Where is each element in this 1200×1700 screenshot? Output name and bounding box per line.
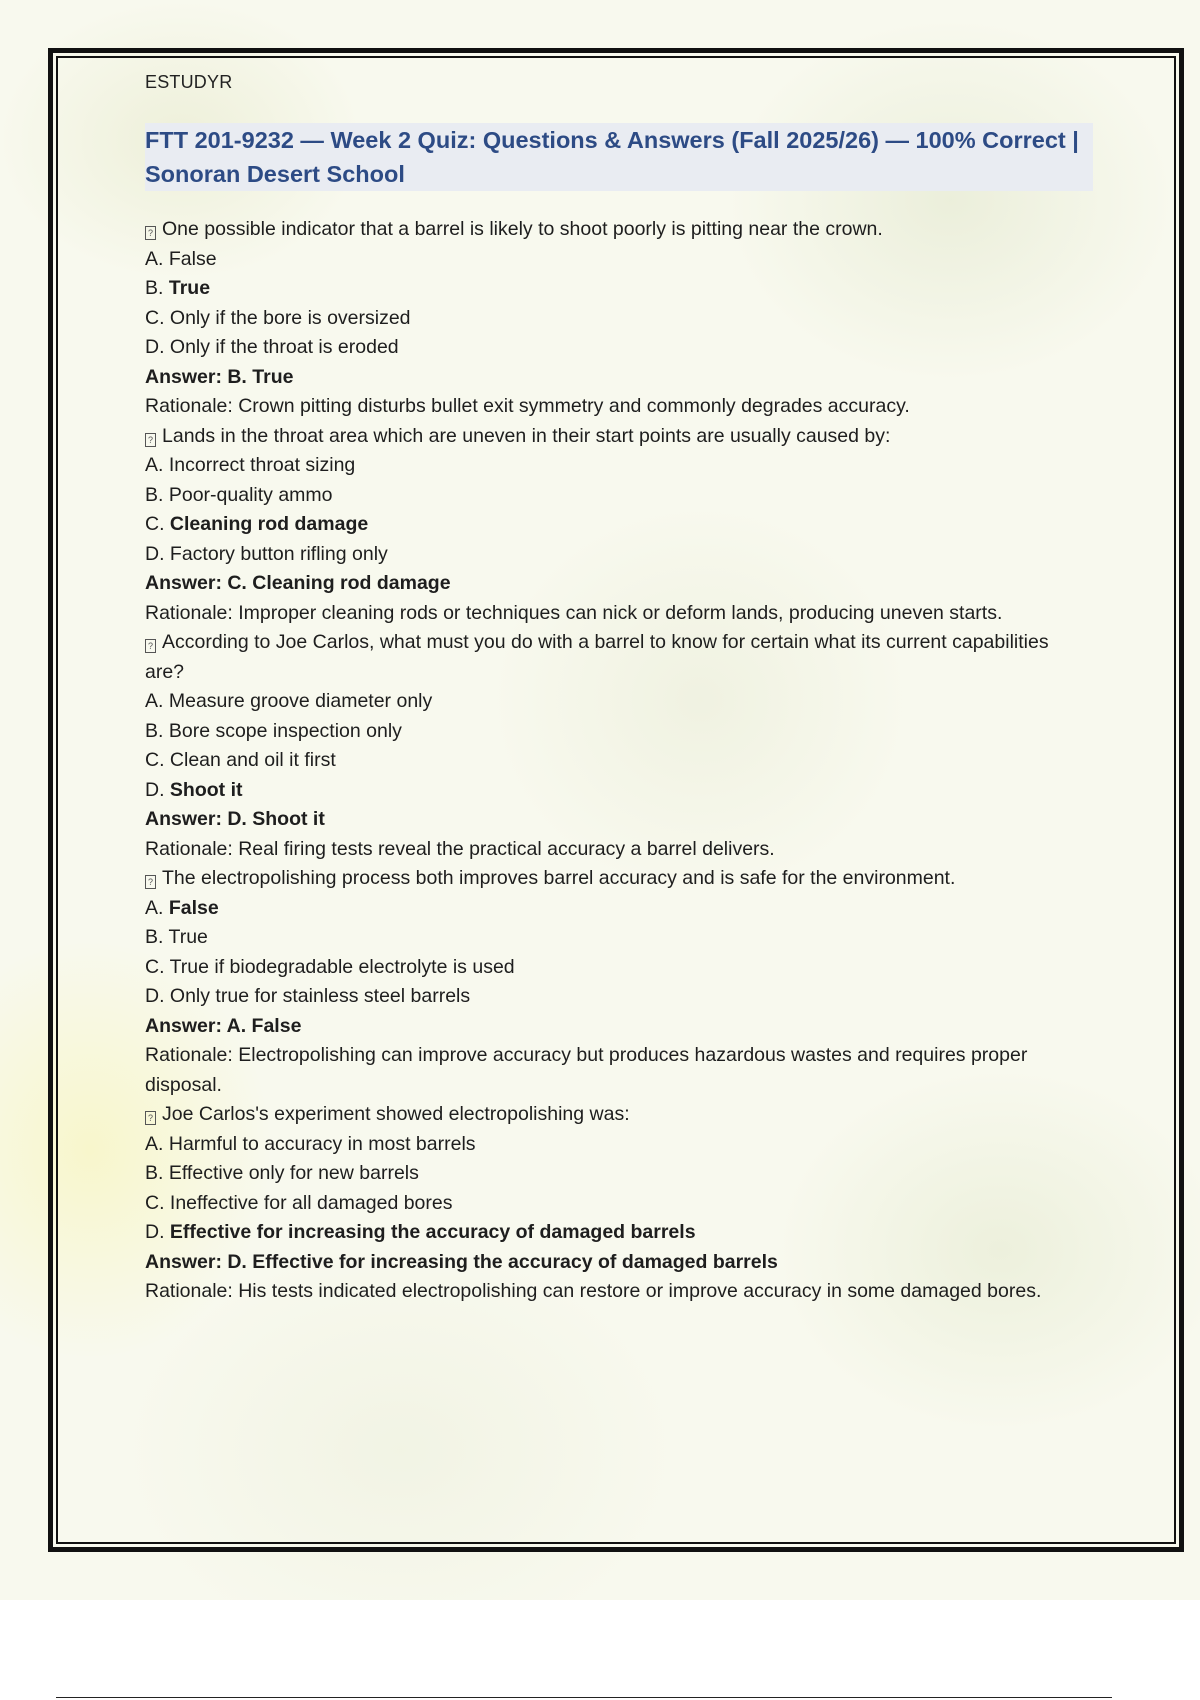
answer-option xyxy=(145,304,1093,334)
document-title: FTT 201-9232 — Week 2 Quiz: Questions & Answers (Fall 2025/26) — 100% Correct | Sonoran Desert School xyxy=(145,123,1093,191)
question-marker-icon: ? xyxy=(145,1111,156,1125)
brand-header: ESTUDYR xyxy=(145,72,233,92)
question-marker-icon: ? xyxy=(145,433,156,447)
question-block xyxy=(145,628,1093,864)
question-list xyxy=(145,215,1093,1307)
answer-option xyxy=(145,953,1093,983)
rationale-text: Rationale: Improper cleaning rods or techniques can nick or deform lands, producing uneven starts. xyxy=(145,601,1003,624)
option-text: Effective for increasing the accuracy of damaged barrels xyxy=(169,1221,696,1243)
footer-rule xyxy=(56,1697,1112,1698)
answer-option xyxy=(145,245,1093,275)
option-text: True xyxy=(168,277,211,299)
answer-option xyxy=(145,451,1093,481)
option-text: Only true for stainless steel barrels xyxy=(169,985,471,1007)
option-letter: D. xyxy=(145,1221,165,1243)
answer-option xyxy=(145,1130,1093,1160)
document-content xyxy=(145,72,1093,1307)
option-text: Incorrect throat sizing xyxy=(168,454,356,476)
option-letter: A. xyxy=(145,1132,164,1155)
question-text-content: Lands in the throat area which are uneven in their start points are usually caused by: xyxy=(162,424,891,447)
option-letter: A. xyxy=(145,454,164,476)
answer-option xyxy=(145,1159,1093,1189)
option-letter: C. xyxy=(145,955,165,978)
answer-option xyxy=(145,333,1093,363)
option-letter: D. xyxy=(145,542,165,565)
question-text xyxy=(145,422,1093,452)
option-text: False xyxy=(168,896,219,919)
question-text-content: Joe Carlos's experiment showed electropolishing was: xyxy=(162,1103,630,1125)
option-letter: B. xyxy=(145,926,164,948)
option-letter: C. xyxy=(145,749,165,771)
question-text xyxy=(145,628,1093,687)
option-letter: A. xyxy=(145,896,164,919)
answer-option xyxy=(145,894,1093,924)
question-text-content: According to Joe Carlos, what must you do with a barrel to know for certain what its current capabilities are? xyxy=(145,631,1054,683)
option-text: Only if the bore is oversized xyxy=(169,306,411,329)
option-letter: B. xyxy=(145,719,164,742)
question-text-content: The electropolishing process both improves barrel accuracy and is safe for the environment. xyxy=(162,867,956,889)
answer-option xyxy=(145,923,1093,953)
option-letter: C. xyxy=(145,306,165,329)
option-text: False xyxy=(168,247,217,270)
answer-key: Answer: C. Cleaning rod damage xyxy=(145,572,451,594)
answer-key: Answer: D. Shoot it xyxy=(145,808,325,830)
option-text: Only if the throat is eroded xyxy=(169,336,399,358)
option-letter: C. xyxy=(145,1191,165,1214)
option-text: True if biodegradable electrolyte is used xyxy=(169,955,515,978)
option-letter: D. xyxy=(145,336,165,358)
option-letter: B. xyxy=(145,483,164,506)
option-text: Ineffective for all damaged bores xyxy=(169,1191,453,1214)
option-letter: A. xyxy=(145,690,164,712)
question-text xyxy=(145,864,1093,894)
option-letter: A. xyxy=(145,247,164,270)
option-text: Measure groove diameter only xyxy=(168,690,433,712)
rationale-text: Rationale: His tests indicated electropolishing can restore or improve accuracy in some damaged bores. xyxy=(145,1280,1042,1302)
option-text: True xyxy=(168,926,208,948)
answer-key: Answer: D. Effective for increasing the accuracy of damaged barrels xyxy=(145,1250,778,1273)
answer-option xyxy=(145,510,1093,540)
question-marker-icon: ? xyxy=(145,226,156,240)
option-text: Harmful to accuracy in most barrels xyxy=(168,1132,476,1155)
option-text: Effective only for new barrels xyxy=(168,1162,419,1184)
question-text-content: One possible indicator that a barrel is likely to shoot poorly is pitting near the crown. xyxy=(162,218,883,240)
option-text: Shoot it xyxy=(169,778,243,801)
option-letter: D. xyxy=(145,778,165,801)
question-block xyxy=(145,1100,1093,1307)
option-text: Clean and oil it first xyxy=(169,749,336,771)
option-text: Factory button rifling only xyxy=(169,542,388,565)
answer-option xyxy=(145,717,1093,747)
rationale-text: Rationale: Electropolishing can improve accuracy but produces hazardous wastes and requires proper disposal. xyxy=(145,1044,1033,1096)
option-text: Bore scope inspection only xyxy=(168,719,402,742)
answer-option xyxy=(145,687,1093,717)
answer-option xyxy=(145,1218,1093,1248)
answer-option xyxy=(145,746,1093,776)
answer-option xyxy=(145,481,1093,511)
option-letter: B. xyxy=(145,277,164,299)
question-block xyxy=(145,422,1093,629)
question-block xyxy=(145,864,1093,1100)
option-letter: B. xyxy=(145,1162,164,1184)
answer-option xyxy=(145,776,1093,806)
rationale-text: Rationale: Real firing tests reveal the practical accuracy a barrel delivers. xyxy=(145,837,775,860)
answer-option xyxy=(145,982,1093,1012)
answer-key: Answer: A. False xyxy=(145,1014,302,1037)
option-letter: C. xyxy=(145,513,165,535)
rationale-text: Rationale: Crown pitting disturbs bullet exit symmetry and commonly degrades accuracy. xyxy=(145,395,910,417)
option-letter: D. xyxy=(145,985,165,1007)
question-marker-icon: ? xyxy=(145,639,156,653)
answer-option xyxy=(145,540,1093,570)
answer-option xyxy=(145,274,1093,304)
answer-option xyxy=(145,1189,1093,1219)
answer-key: Answer: B. True xyxy=(145,365,294,388)
question-marker-icon: ? xyxy=(145,875,156,889)
option-text: Cleaning rod damage xyxy=(169,513,369,535)
option-text: Poor-quality ammo xyxy=(168,483,333,506)
question-text xyxy=(145,1100,1093,1130)
question-block xyxy=(145,215,1093,422)
question-text xyxy=(145,215,1093,245)
